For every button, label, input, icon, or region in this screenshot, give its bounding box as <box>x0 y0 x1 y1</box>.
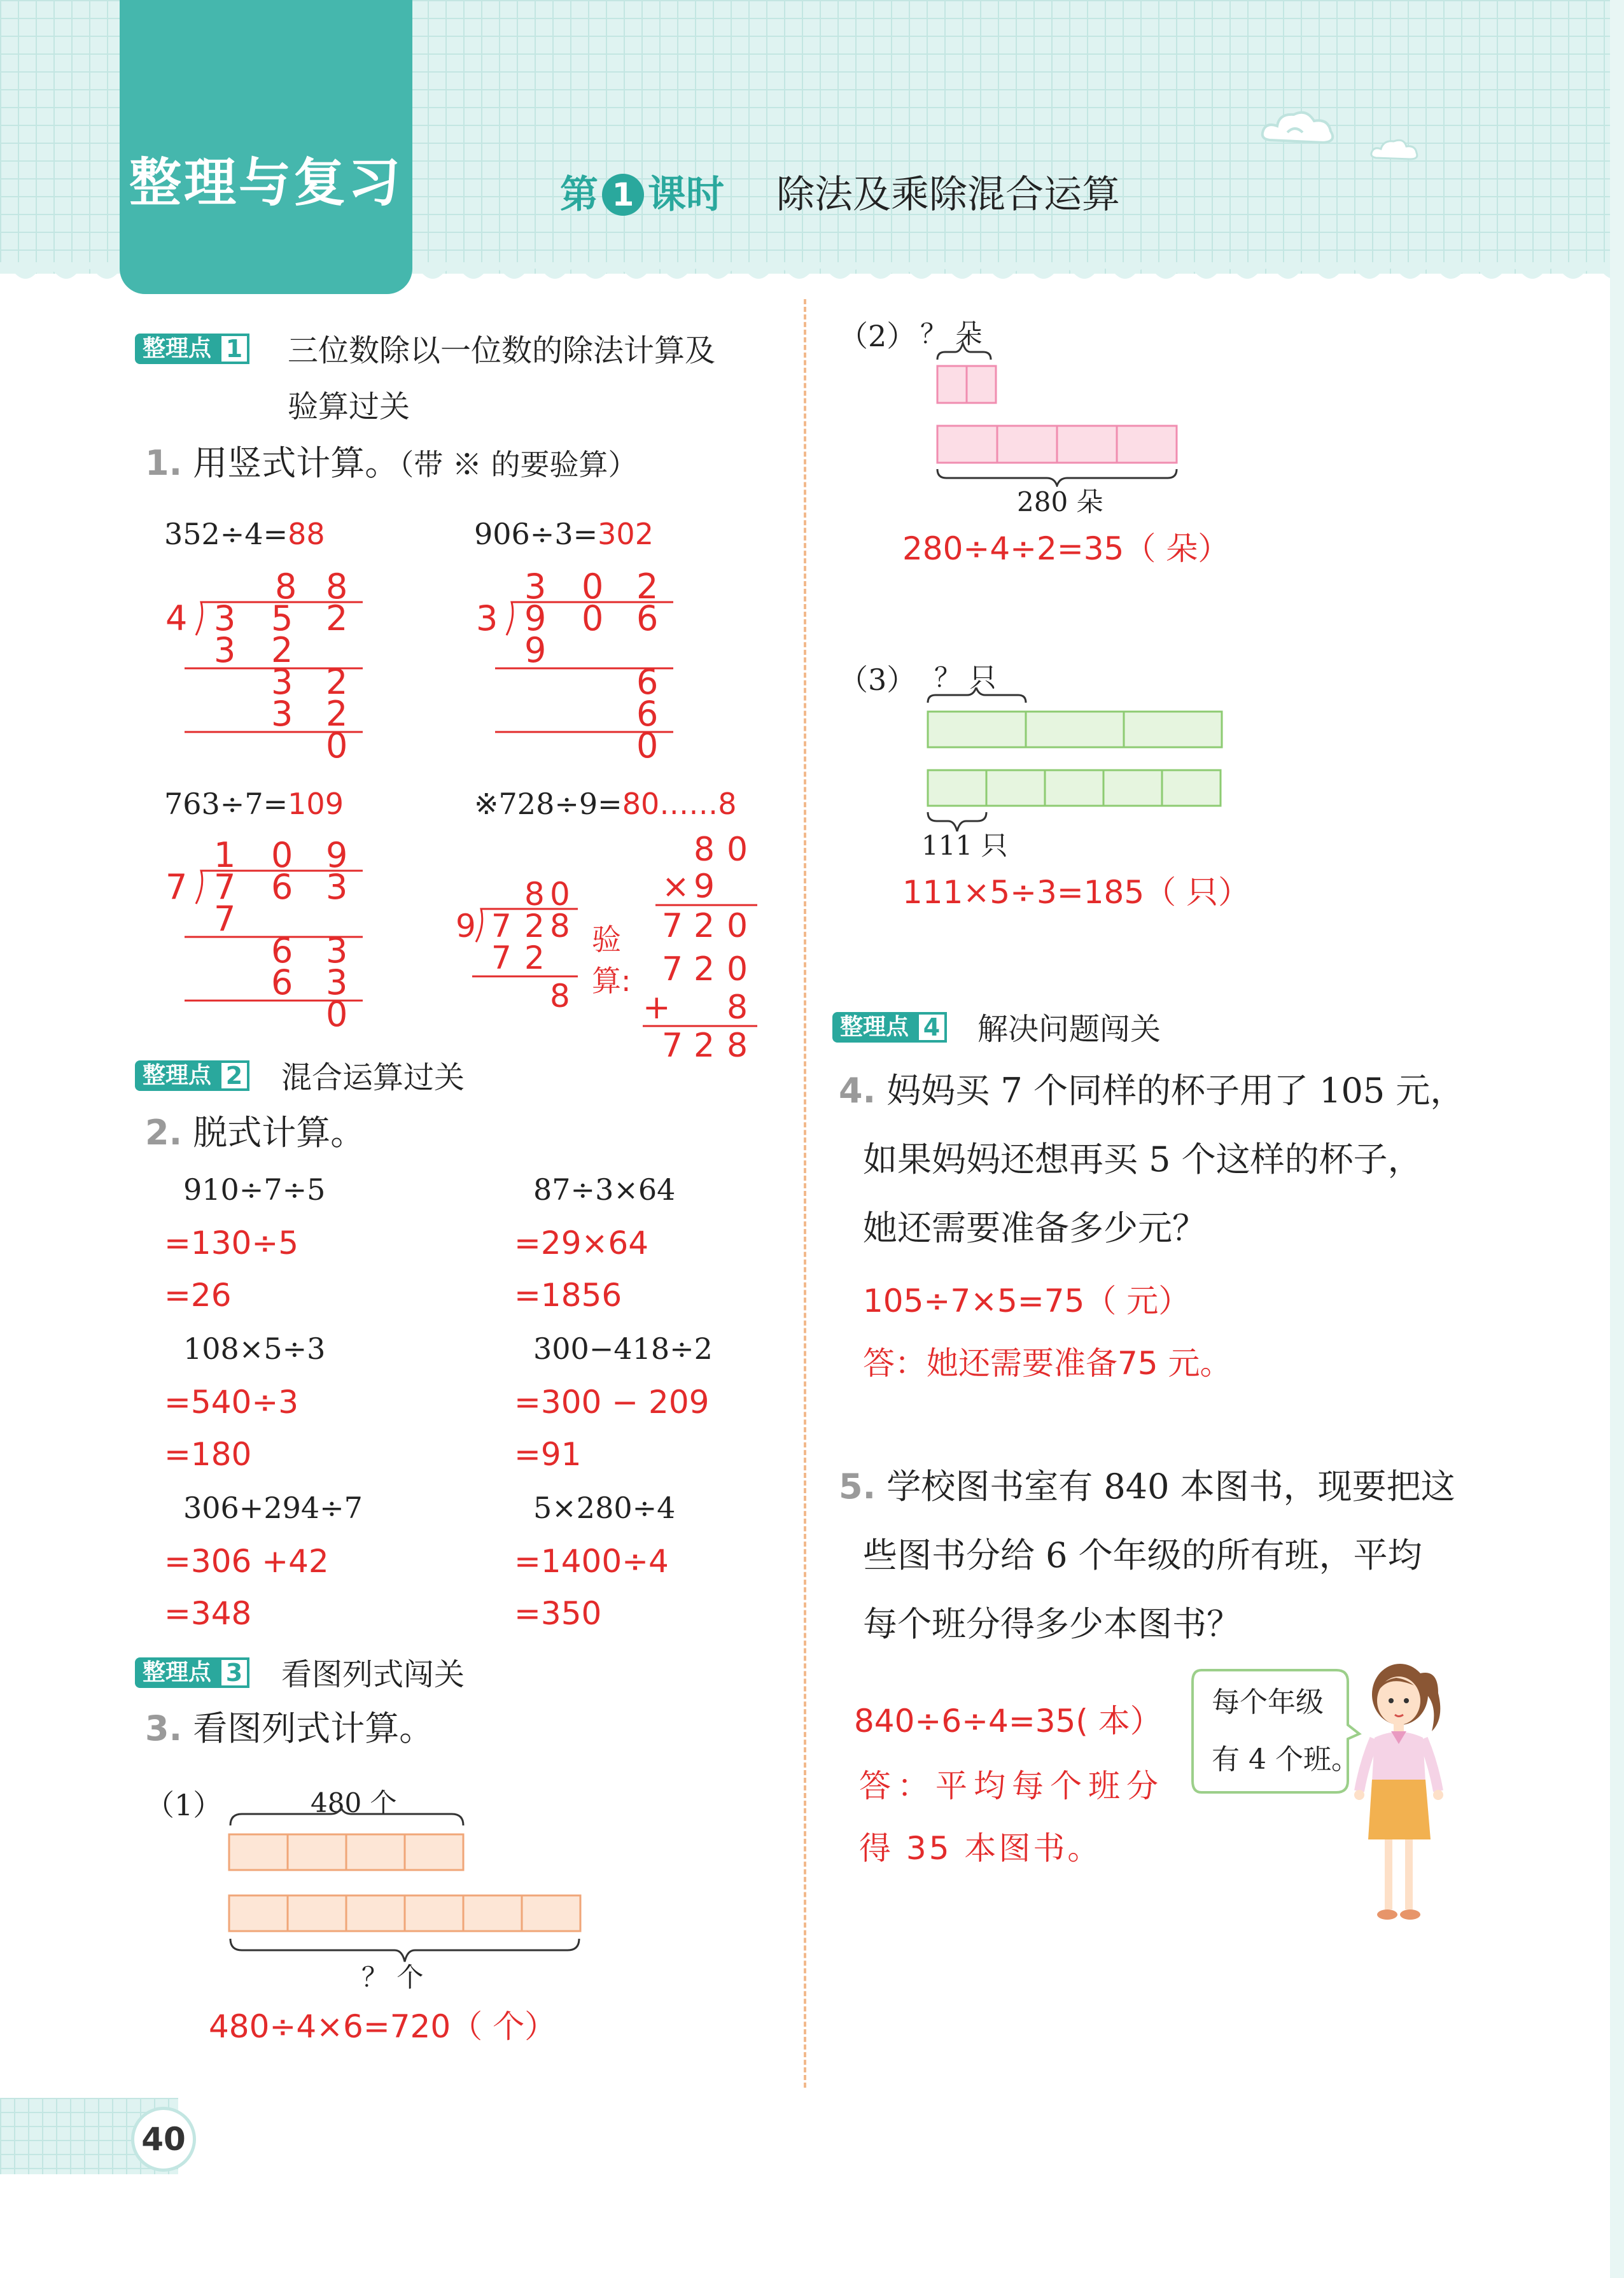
q2-expr-1: 910÷7÷5 <box>183 1172 326 1207</box>
q1-problem-2 <box>474 517 654 551</box>
svg-text:7: 7 <box>214 867 236 907</box>
lesson-number: 1 <box>602 174 644 216</box>
q3-part3-top-label: ？ 只 <box>934 662 997 693</box>
badge-label: 整理点 <box>135 334 219 364</box>
q3-part3-diagram <box>923 687 1228 840</box>
q5-line-2: 些图书分给 6 个年级的所有班，平均 <box>863 1535 1422 1575</box>
q3-text: 看图列式计算。 <box>193 1708 434 1748</box>
q2-expr-2: 87÷3×64 <box>533 1172 676 1207</box>
section-badge-4 <box>832 1009 947 1045</box>
q1-problem-1 <box>164 517 325 551</box>
svg-text:9: 9 <box>694 868 715 906</box>
svg-text:2: 2 <box>694 907 715 945</box>
q1-problem-4 <box>474 787 737 821</box>
q2-expr-5: 306+294÷7 <box>183 1491 363 1525</box>
q5-reply-line-2: 得 35 本图书。 <box>859 1830 1102 1867</box>
q3-part3-answer: 111×5÷3=185（ 只） <box>902 874 1250 911</box>
q2-step: =350 <box>514 1595 602 1632</box>
q2-step: =1856 <box>514 1277 622 1314</box>
svg-text:3: 3 <box>271 662 293 702</box>
svg-text:8: 8 <box>727 1027 748 1065</box>
badge-label: 整理点 <box>135 1060 219 1091</box>
svg-text:3: 3 <box>326 867 348 907</box>
column-divider <box>804 299 806 2088</box>
section-title-1-line1: 三位数除以一位数的除法计算及 <box>288 333 716 369</box>
svg-text:6: 6 <box>271 962 293 1002</box>
q4-number: 4. <box>839 1071 876 1111</box>
q1-expr-4: ※728÷9= <box>474 787 622 821</box>
q1-answer-1: 88 <box>288 517 325 551</box>
svg-text:0: 0 <box>727 907 748 945</box>
bubble-line-1: 每个年级 <box>1212 1686 1324 1719</box>
q1-note: （带 ※ 的要验算） <box>399 447 638 482</box>
q3-part3-bottom-label: 111 只 <box>921 830 1008 861</box>
q2-step: =300 − 209 <box>514 1384 710 1421</box>
svg-text:9: 9 <box>524 630 547 670</box>
svg-text:2: 2 <box>326 694 348 734</box>
long-division-4 <box>453 867 599 1032</box>
long-division-1 <box>159 566 375 777</box>
svg-text:3: 3 <box>524 566 547 607</box>
q1-heading <box>145 443 638 483</box>
section-title-3: 看图列式闯关 <box>281 1657 465 1692</box>
svg-text:2: 2 <box>636 566 659 607</box>
svg-text:8: 8 <box>524 876 545 913</box>
q5-answer: 840÷6÷4=35( 本） <box>854 1703 1162 1740</box>
q5-number: 5. <box>839 1466 876 1507</box>
q2-number: 2. <box>145 1113 183 1153</box>
verification-calc <box>636 827 764 1069</box>
q2-step: =91 <box>514 1436 582 1473</box>
svg-text:7: 7 <box>662 907 683 945</box>
check-label-1: 验 <box>592 922 621 957</box>
q5-line-3: 每个班分得多少本图书？ <box>863 1604 1241 1644</box>
svg-text:9: 9 <box>456 908 476 945</box>
q3-part1-answer: 480÷4×6=720（ 个） <box>209 2008 557 2045</box>
section-badge-2 <box>135 1058 249 1093</box>
badge-number: 4 <box>916 1012 947 1043</box>
svg-text:3: 3 <box>214 630 236 670</box>
q2-step: =180 <box>164 1436 252 1473</box>
q3-number: 3. <box>145 1708 183 1748</box>
svg-text:2: 2 <box>326 662 348 702</box>
section-title-1-line2: 验算过关 <box>288 389 410 425</box>
svg-text:2: 2 <box>524 939 545 976</box>
svg-text:+: + <box>643 988 671 1027</box>
q3-part2-bottom-label: 280 朵 <box>1017 486 1103 517</box>
svg-text:0: 0 <box>727 950 748 988</box>
svg-text:6: 6 <box>636 662 659 702</box>
q4-line-2: 如果妈妈还想再买 5 个这样的杯子， <box>863 1139 1422 1179</box>
q3-part1-bottom-label: ？ 个 <box>361 1962 424 1993</box>
svg-text:8: 8 <box>550 908 570 945</box>
svg-text:6: 6 <box>636 598 659 638</box>
q4-line-3: 她还需要准备多少元？ <box>863 1208 1207 1248</box>
q1-expr-3: 763÷7= <box>164 787 288 821</box>
q2-step: =29×64 <box>514 1225 649 1262</box>
svg-text:2: 2 <box>524 908 545 945</box>
section-title-2: 混合运算过关 <box>281 1060 465 1095</box>
svg-text:8: 8 <box>550 978 570 1015</box>
svg-text:6: 6 <box>271 931 293 971</box>
q3-part2-label: （2） <box>839 319 916 353</box>
svg-text:7: 7 <box>662 1027 683 1065</box>
q1-problem-3 <box>164 787 344 821</box>
q2-expr-4: 300−418÷2 <box>533 1332 713 1366</box>
svg-text:3: 3 <box>271 694 293 734</box>
svg-text:6: 6 <box>636 694 659 734</box>
q3-part1-top-label: 480 个 <box>311 1787 397 1818</box>
badge-number: 1 <box>219 334 249 364</box>
svg-text:0: 0 <box>582 598 604 638</box>
badge-number: 3 <box>219 1657 249 1688</box>
unit-title: 整理与复习 <box>129 153 403 213</box>
q4-answer: 105÷7×5=75（ 元） <box>863 1283 1191 1319</box>
q2-step: =26 <box>164 1277 232 1314</box>
q5-text: 学校图书室有 840 本图书，现要把这 <box>886 1466 1455 1507</box>
svg-text:2: 2 <box>694 1027 715 1065</box>
svg-text:8: 8 <box>326 566 348 607</box>
q2-expr-3: 108×5÷3 <box>183 1332 326 1366</box>
q3-part2-diagram <box>932 341 1187 487</box>
svg-text:3: 3 <box>214 598 236 638</box>
badge-number: 2 <box>219 1060 249 1091</box>
svg-text:7: 7 <box>165 867 188 907</box>
svg-text:7: 7 <box>491 908 512 945</box>
q1-expr-1: 352÷4= <box>164 517 288 551</box>
svg-text:0: 0 <box>326 994 348 1034</box>
q2-text: 脱式计算。 <box>193 1113 365 1153</box>
svg-text:3: 3 <box>476 598 498 638</box>
check-label-2: 算: <box>592 964 631 998</box>
q5-reply-line-1: 答：平均每个班分 <box>859 1768 1165 1804</box>
long-division-2 <box>470 566 686 777</box>
svg-text:8: 8 <box>275 566 297 607</box>
q4-reply: 答：她还需要准备75 元。 <box>863 1345 1232 1382</box>
svg-text:7: 7 <box>214 899 236 939</box>
svg-text:3: 3 <box>326 931 348 971</box>
q3-part1-label: （1） <box>145 1788 223 1822</box>
long-division-3 <box>159 835 375 1045</box>
svg-text:7: 7 <box>491 939 512 976</box>
section-badge-1 <box>135 331 249 367</box>
q1-number: 1. <box>145 443 183 483</box>
page-number: 40 <box>131 2107 196 2172</box>
svg-text:0: 0 <box>550 876 570 913</box>
q2-expr-6: 5×280÷4 <box>533 1491 676 1525</box>
q3-part1-diagram <box>223 1808 585 1967</box>
lesson-title: 除法及乘除混合运算 <box>776 172 1120 217</box>
q1-text: 用竖式计算。 <box>193 443 400 483</box>
bubble-line-2: 有 4 个班。 <box>1212 1743 1359 1776</box>
q1-answer-4: 80……8 <box>622 787 737 821</box>
svg-text:0: 0 <box>326 726 348 766</box>
svg-text:4: 4 <box>165 598 188 638</box>
svg-text:2: 2 <box>694 950 715 988</box>
badge-label: 整理点 <box>135 1657 219 1688</box>
svg-text:7: 7 <box>662 950 683 988</box>
svg-text:3: 3 <box>326 962 348 1002</box>
q4-line-1 <box>839 1057 1464 1125</box>
q1-expr-2: 906÷3= <box>474 517 598 551</box>
svg-text:6: 6 <box>271 867 293 907</box>
cloud-icon <box>1257 102 1340 153</box>
q1-answer-2: 302 <box>598 517 654 551</box>
svg-text:8: 8 <box>727 988 748 1027</box>
svg-text:0: 0 <box>727 831 748 869</box>
q3-part2-answer: 280÷4÷2=35（ 朵） <box>902 530 1230 567</box>
q5-line-1 <box>839 1452 1455 1521</box>
q2-step: =130÷5 <box>164 1225 299 1262</box>
q4-text: 妈妈买 7 个同样的杯子用了 105 元， <box>886 1071 1465 1111</box>
q1-answer-3: 109 <box>288 787 344 821</box>
svg-text:2: 2 <box>326 598 348 638</box>
svg-text:8: 8 <box>694 831 715 869</box>
svg-text:9: 9 <box>326 835 348 875</box>
right-edge-bar <box>1610 0 1624 2278</box>
svg-text:0: 0 <box>636 726 659 766</box>
svg-text:9: 9 <box>524 598 547 638</box>
svg-text:2: 2 <box>271 630 293 670</box>
lesson-prefix: 第 <box>560 172 598 217</box>
svg-text:×: × <box>662 868 690 906</box>
q2-heading <box>145 1115 365 1151</box>
svg-text:5: 5 <box>271 598 293 638</box>
svg-text:1: 1 <box>214 835 236 875</box>
q3-part3-label: （3） <box>839 663 916 697</box>
lesson-label <box>560 164 724 219</box>
svg-text:0: 0 <box>271 835 293 875</box>
svg-text:0: 0 <box>582 566 604 607</box>
section-title-4: 解决问题闯关 <box>977 1011 1161 1047</box>
section-badge-3 <box>135 1655 249 1691</box>
badge-label: 整理点 <box>832 1012 916 1043</box>
girl-illustration <box>1343 1655 1457 1929</box>
q3-heading <box>145 1708 434 1748</box>
cloud-small-icon <box>1368 134 1419 165</box>
q2-step: =348 <box>164 1595 252 1632</box>
q2-step: =540÷3 <box>164 1384 299 1421</box>
lesson-suffix: 课时 <box>648 172 724 217</box>
q3-part2-top-label: ？ 朵 <box>920 318 983 349</box>
q2-step: =1400÷4 <box>514 1543 669 1580</box>
q2-step: =306 +42 <box>164 1543 329 1580</box>
